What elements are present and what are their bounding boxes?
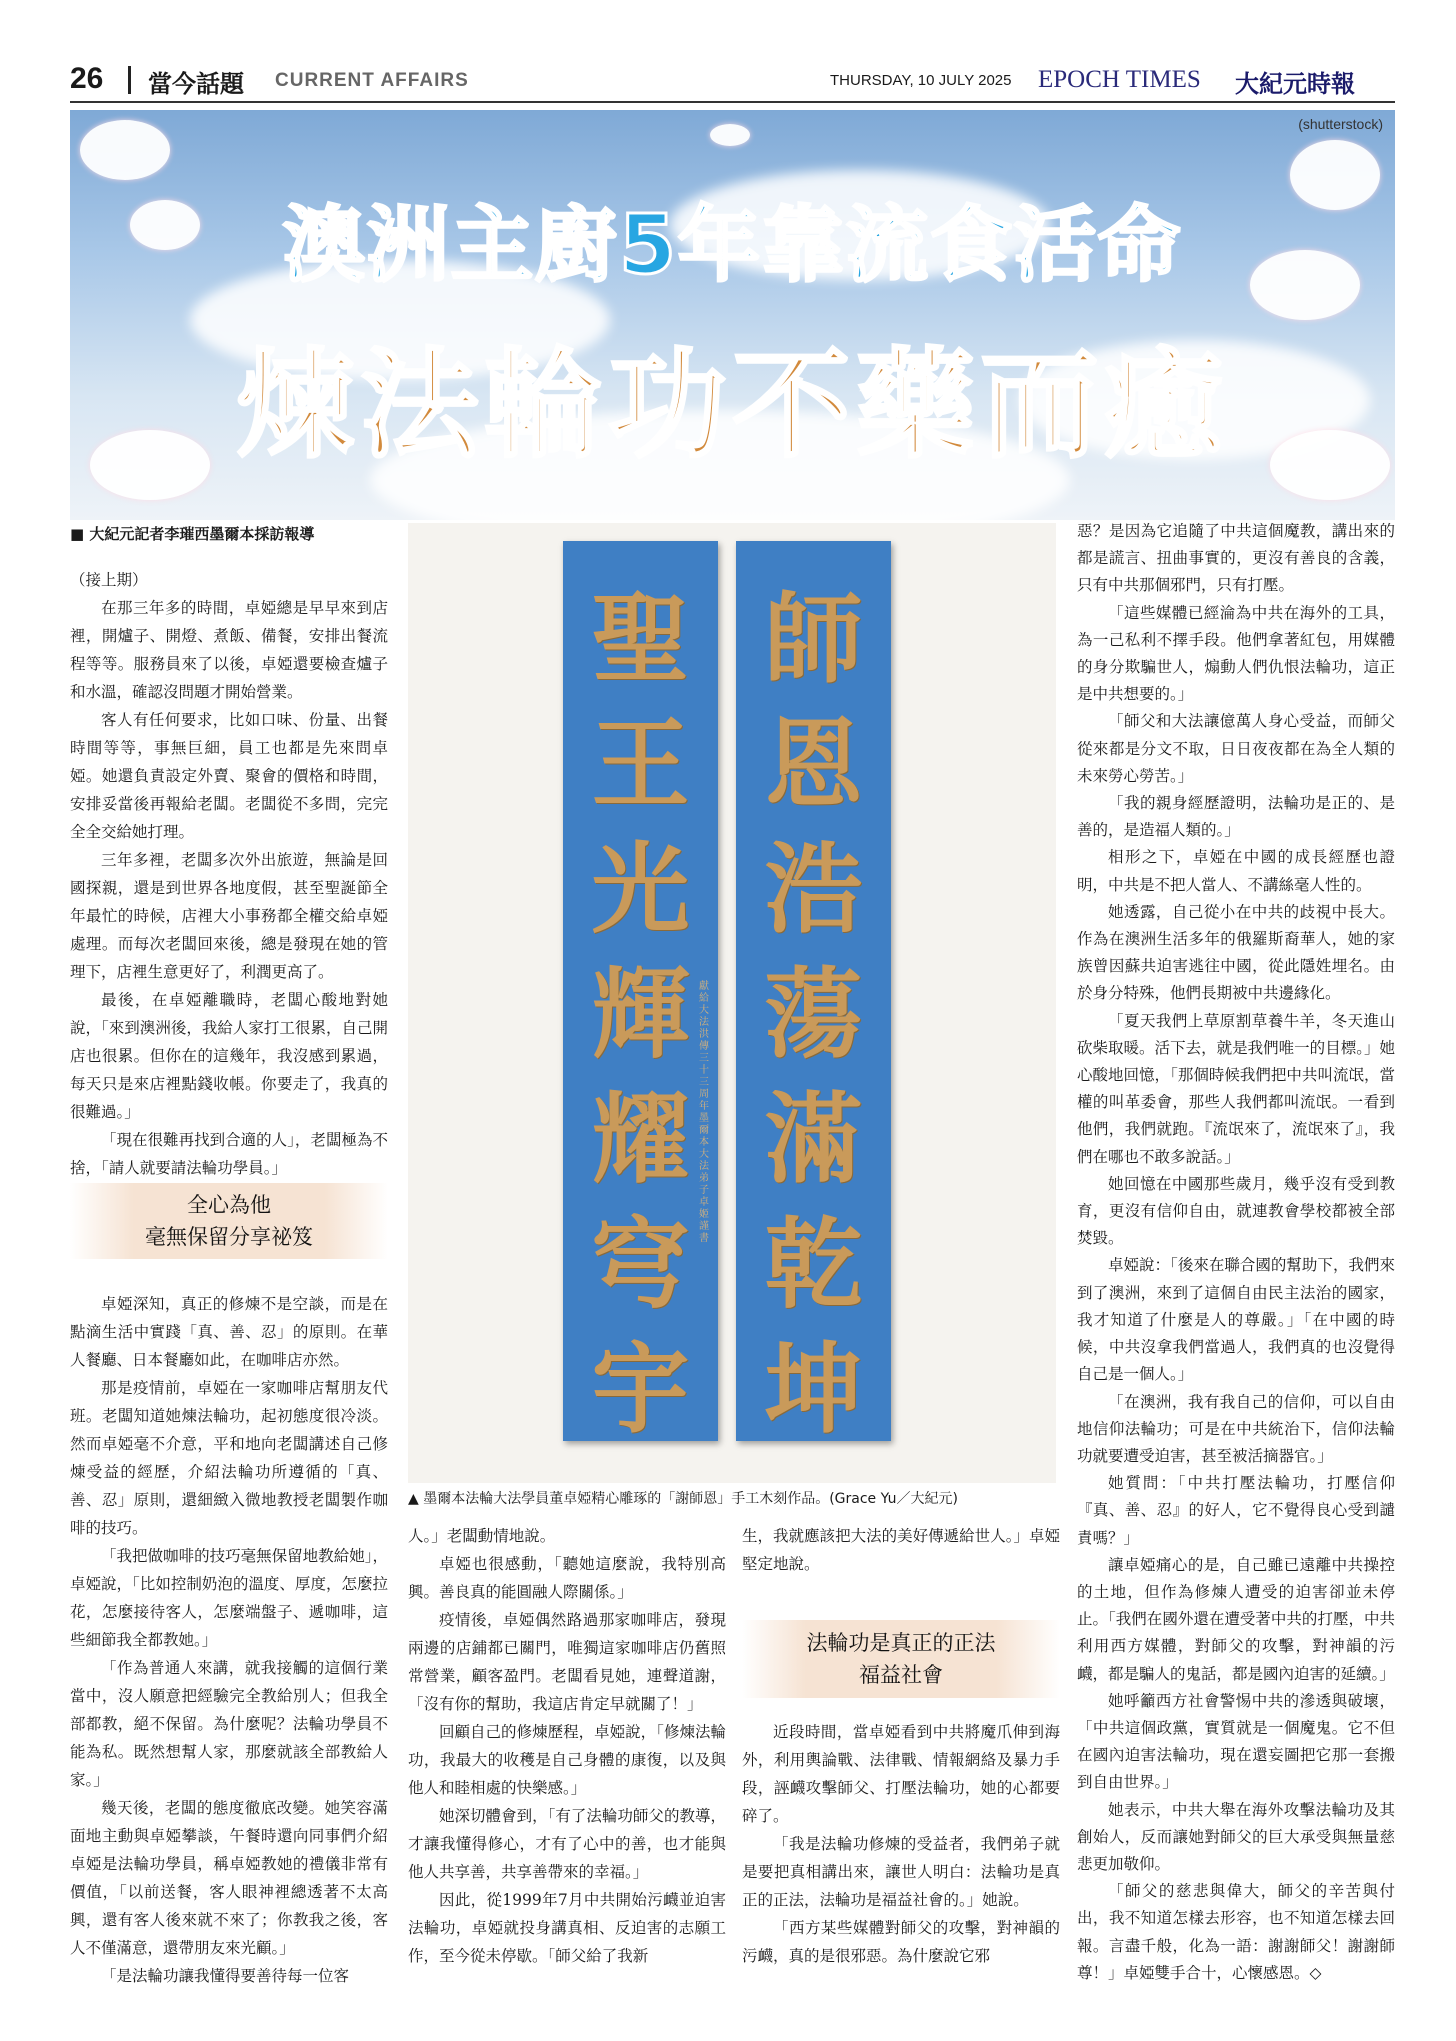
paragraph: 她透露，自己從小在中共的歧視中長大。作為在澳洲生活多年的俄羅斯裔華人，她的家族曾因蘇共迫害逃往中國，從此隱姓埋名。由於身分特殊，他們長期被中共邊緣化。	[1077, 902, 1395, 1003]
paragraph: （接上期）	[70, 571, 148, 589]
paragraph: 生，我就應該把大法的美好傳遞給世人。」卓婭堅定地說。	[742, 1527, 1060, 1573]
paragraph: 「我是法輪功修煉的受益者，我們弟子就是要把真相講出來，讓世人明白：法輪功是真正的正法，法輪功是福益社會的。」她說。	[742, 1835, 1060, 1909]
paragraph: 「師父的慈悲與偉大，師父的辛苦與付出，我不知道怎樣去形容，也不知道怎樣去回報。言盡千般，化為一語：謝謝師父！謝謝師尊！」卓婭雙手合十，心懷感恩。◇	[1077, 1882, 1395, 1982]
byline: ■ 大紀元記者李璀西墨爾本採訪報導	[70, 525, 315, 543]
article-column-3b	[742, 1718, 1060, 1970]
subheading-1	[70, 1183, 388, 1259]
paragraph: 「夏天我們上草原割草養牛羊，冬天進山砍柴取暖。活下去，就是我們唯一的目標。」她心酸地回憶，「那個時候我們把中共叫流氓，當權的叫革委會，那些人我們都叫流氓。一看到他們，我們就跑。『流氓來了，流氓來了』，我們在哪也不敢多說話。」	[1077, 1011, 1395, 1166]
carved-character: 蕩	[764, 957, 863, 1072]
header-divider	[128, 66, 131, 94]
masthead-logo-en: EPOCH TIMES	[1038, 66, 1201, 93]
subheading-2	[742, 1620, 1060, 1698]
paragraph: 最後，在卓婭離職時，老闆心酸地對她說，「來到澳洲後，我給人家打工很累，自己開店也很累。但你在的這幾年，我沒感到累過，每天只是來店裡點錢收帳。你要走了，我真的很難過。」	[70, 991, 388, 1121]
carved-character: 光	[591, 832, 690, 947]
paragraph: 她表示，中共大舉在海外攻擊法輪功及其創始人，反而讓她對師父的巨大承受與無量慈悲更加敬仰。	[1077, 1800, 1395, 1873]
paragraph: 她深切體會到，「有了法輪功師父的教導，才讓我懂得修心，才有了心中的善，也才能與他人共享善，共享善帶來的幸福。」	[408, 1807, 726, 1881]
paragraph: 近段時間，當卓婭看到中共將魔爪伸到海外，利用輿論戰、法律戰、情報網絡及暴力手段，誣衊攻擊師父、打壓法輪功，她的心都要碎了。	[742, 1723, 1060, 1825]
article-photo	[408, 523, 1056, 1483]
paragraph: 疫情後，卓婭偶然路過那家咖啡店，發現兩邊的店鋪都已關門，唯獨這家咖啡店仍舊照常營業，顧客盈門。老闆看見她，連聲道謝，「沒有你的幫助，我這店肯定早就關了！」	[408, 1611, 726, 1713]
paragraph: 她呼籲西方社會警惕中共的滲透與破壞，「中共這個政黨，實質就是一個魔鬼。它不但在國內迫害法輪功，現在還妄圖把它那一套搬到自由世界。」	[1077, 1691, 1395, 1792]
section-title-cn: 當今話題	[148, 70, 244, 98]
paragraph: 「在澳洲，我有我自己的信仰，可以自由地信仰法輪功；可是在中共統治下，信仰法輪功就要遭受迫害，甚至被活摘器官。」	[1077, 1392, 1395, 1465]
photo-caption: ▲ 墨爾本法輪大法學員董卓婭精心雕琢的「謝師恩」手工木刻作品。(Grace Yu／大紀元)	[408, 1491, 958, 1507]
paragraph: 她回憶在中國那些歲月，幾乎沒有受到教育，更沒有信仰自由，就連教會學校都被全部焚毀。	[1077, 1174, 1395, 1248]
paragraph: 「作為普通人來講，就我接觸的這個行業當中，沒人願意把經驗完全教給別人；但我全部都教，絕不保留。為什麼呢？法輪功學員不能為私。既然想幫人家，那麼就該全部教給人家。」	[70, 1659, 388, 1789]
carved-character: 輝	[591, 957, 690, 1072]
header-rule	[70, 101, 1395, 103]
issue-date: THURSDAY, 10 JULY 2025	[830, 72, 1012, 89]
paragraph: 人。」老闆動情地說。	[408, 1527, 556, 1545]
paragraph: 那是疫情前，卓婭在一家咖啡店幫朋友代班。老闆知道她煉法輪功，起初態度很冷淡。然而卓婭毫不介意，平和地向老闆講述自己修煉受益的經歷，介紹法輪功所遵循的「真、善、忍」原則，還細緻入微地教授老闆製作咖啡的技巧。	[70, 1379, 388, 1537]
carved-character: 宇	[591, 1332, 690, 1447]
paragraph: 「師父和大法讓億萬人身心受益，而師父從來都是分文不取，日日夜夜都在為全人類的未來勞心勞苦。」	[1077, 712, 1395, 785]
carved-character: 乾	[764, 1207, 863, 1322]
carved-character: 滿	[764, 1082, 863, 1197]
paragraph: 因此，從1999年7月中共開始污衊並迫害法輪功，卓婭就投身講真相、反迫害的志願工作，至今從未停歇。「師父給了我新	[408, 1891, 726, 1965]
paragraph: 三年多裡，老闆多次外出旅遊，無論是回國探親，還是到世界各地度假，甚至聖誕節全年最忙的時候，店裡大小事務都全權交給卓婭處理。而每次老闆回來後，總是發現在她的管理下，店裡生意更好了，利潤更高了。	[70, 851, 388, 981]
paragraph: 惡？是因為它追隨了中共這個魔教，講出來的都是謊言、扭曲事實的，更沒有善良的含義，只有中共那個邪門，只有打壓。	[1077, 522, 1395, 595]
carved-character: 穹	[591, 1207, 690, 1322]
page-header	[70, 62, 1395, 102]
headline-line-1: 澳洲主廚5年靠流食活命	[282, 198, 1183, 293]
blossom-cluster	[80, 120, 170, 180]
subheading-line: 全心為他	[187, 1193, 271, 1217]
paragraph: 卓婭深知，真正的修煉不是空談，而是在點滴生活中實踐「真、善、忍」的原則。在華人餐廳、日本餐廳如此，在咖啡店亦然。	[70, 1295, 388, 1369]
carved-board-right	[736, 541, 891, 1447]
paragraph: 「我把做咖啡的技巧毫無保留地教給她」，卓婭說，「比如控制奶泡的溫度、厚度，怎麼拉花，怎麼接待客人，怎麼端盤子、遞咖啡，這些細節我全都教她。」	[70, 1547, 388, 1649]
dove-shape	[710, 124, 750, 146]
headline-banner	[70, 110, 1395, 520]
article-column-1	[70, 566, 388, 1182]
page-number: 26	[70, 62, 104, 95]
carved-character: 坤	[764, 1332, 863, 1447]
paragraph: 幾天後，老闆的態度徹底改變。她笑容滿面地主動與卓婭攀談，午餐時還向同事們介紹卓婭是法輪功學員，稱卓婭教她的禮儀非常有價值，「以前送餐，客人眼神裡總透著不太高興，還有客人後來就不來了；你教我之後，客人不僅滿意，還帶朋友來光顧。」	[70, 1799, 388, 1957]
article-column-3	[742, 1522, 1060, 1578]
headline-line-2: 煉法輪功不藥而癒	[236, 335, 1229, 474]
article-column-4	[1077, 518, 1395, 1987]
carved-dedication: 獻給大法洪傳三十三周年墨爾本大法弟子卓姬謹書	[699, 981, 709, 1244]
subheading-line: 福益社會	[859, 1663, 943, 1687]
paragraph: 回顧自己的修煉歷程，卓婭說，「修煉法輪功，我最大的收穫是自己身體的康復，以及與他人和睦相處的快樂感。」	[408, 1723, 726, 1797]
subheading-line: 法輪功是真正的正法	[806, 1631, 996, 1655]
subheading-line: 毫無保留分享祕笈	[145, 1225, 313, 1249]
paragraph: 讓卓婭痛心的是，自己雖已遠離中共操控的土地，但作為修煉人遭受的迫害卻並未停止。「我們在國外還在遭受著中共的打壓，中共利用西方媒體，對師父的攻擊，對神韻的污衊，都是騙人的鬼話，都是國內迫害的延續。」	[1077, 1555, 1395, 1683]
paragraph: 卓婭也很感動，「聽她這麼說，我特別高興。善良真的能圓融人際關係。」	[408, 1555, 726, 1601]
paragraph: 在那三年多的時間，卓婭總是早早來到店裡，開爐子、開燈、煮飯、備餐，安排出餐流程等等。服務員來了以後，卓婭還要檢查爐子和水溫，確認沒問題才開始營業。	[70, 599, 388, 701]
paragraph: 她質問：「中共打壓法輪功，打壓信仰『真、善、忍』的好人，它不覺得良心受到譴責嗎？」	[1077, 1474, 1395, 1547]
paragraph: 「是法輪功讓我懂得要善待每一位客	[101, 1967, 350, 1985]
paragraph: 相形之下，卓婭在中國的成長經歷也證明，中共是不把人當人、不講絲毫人性的。	[1077, 848, 1395, 894]
paragraph: 卓婭說：「後來在聯合國的幫助下，我們來到了澳洲，來到了這個自由民主法治的國家，我才知道了什麼是人的尊嚴。」「在中國的時候，中共沒拿我們當過人，我們真的也沒覺得自己是一個人。」	[1077, 1256, 1395, 1384]
carved-character: 聖	[591, 582, 690, 697]
carved-character: 浩	[764, 832, 863, 947]
masthead-logo-cn: 大紀元時報	[1235, 70, 1355, 98]
paragraph: 「西方某些媒體對師父的攻擊，對神韻的污衊，真的是很邪惡。為什麼說它邪	[742, 1919, 1060, 1965]
carved-character: 王	[591, 707, 690, 822]
carved-character: 耀	[591, 1082, 690, 1197]
paragraph: 「這些媒體已經淪為中共在海外的工具，為一己私利不擇手段。他們拿著紅包，用媒體的身分欺騙世人，煽動人們仇恨法輪功，這正是中共想要的。」	[1077, 603, 1395, 704]
article-column-2	[408, 1522, 726, 1970]
carved-character: 恩	[764, 707, 863, 822]
article-column-1b	[70, 1290, 388, 1990]
paragraph: 「現在很難再找到合適的人」，老闆極為不捨，「請人就要請法輪功學員。」	[70, 1131, 388, 1177]
carved-character: 師	[764, 582, 863, 697]
photo-credit: (shutterstock)	[1298, 116, 1383, 132]
paragraph: 客人有任何要求，比如口味、份量、出餐時間等等，事無巨細，員工也都是先來問卓婭。她還負責設定外賣、聚會的價格和時間，安排妥當後再報給老闆。老闆從不多問，完完全全交給她打理。	[70, 711, 388, 841]
carved-board-left	[563, 541, 718, 1447]
paragraph: 「我的親身經歷證明，法輪功是正的、是善的，是造福人類的。」	[1077, 794, 1395, 840]
section-title-en: CURRENT AFFAIRS	[275, 70, 469, 91]
